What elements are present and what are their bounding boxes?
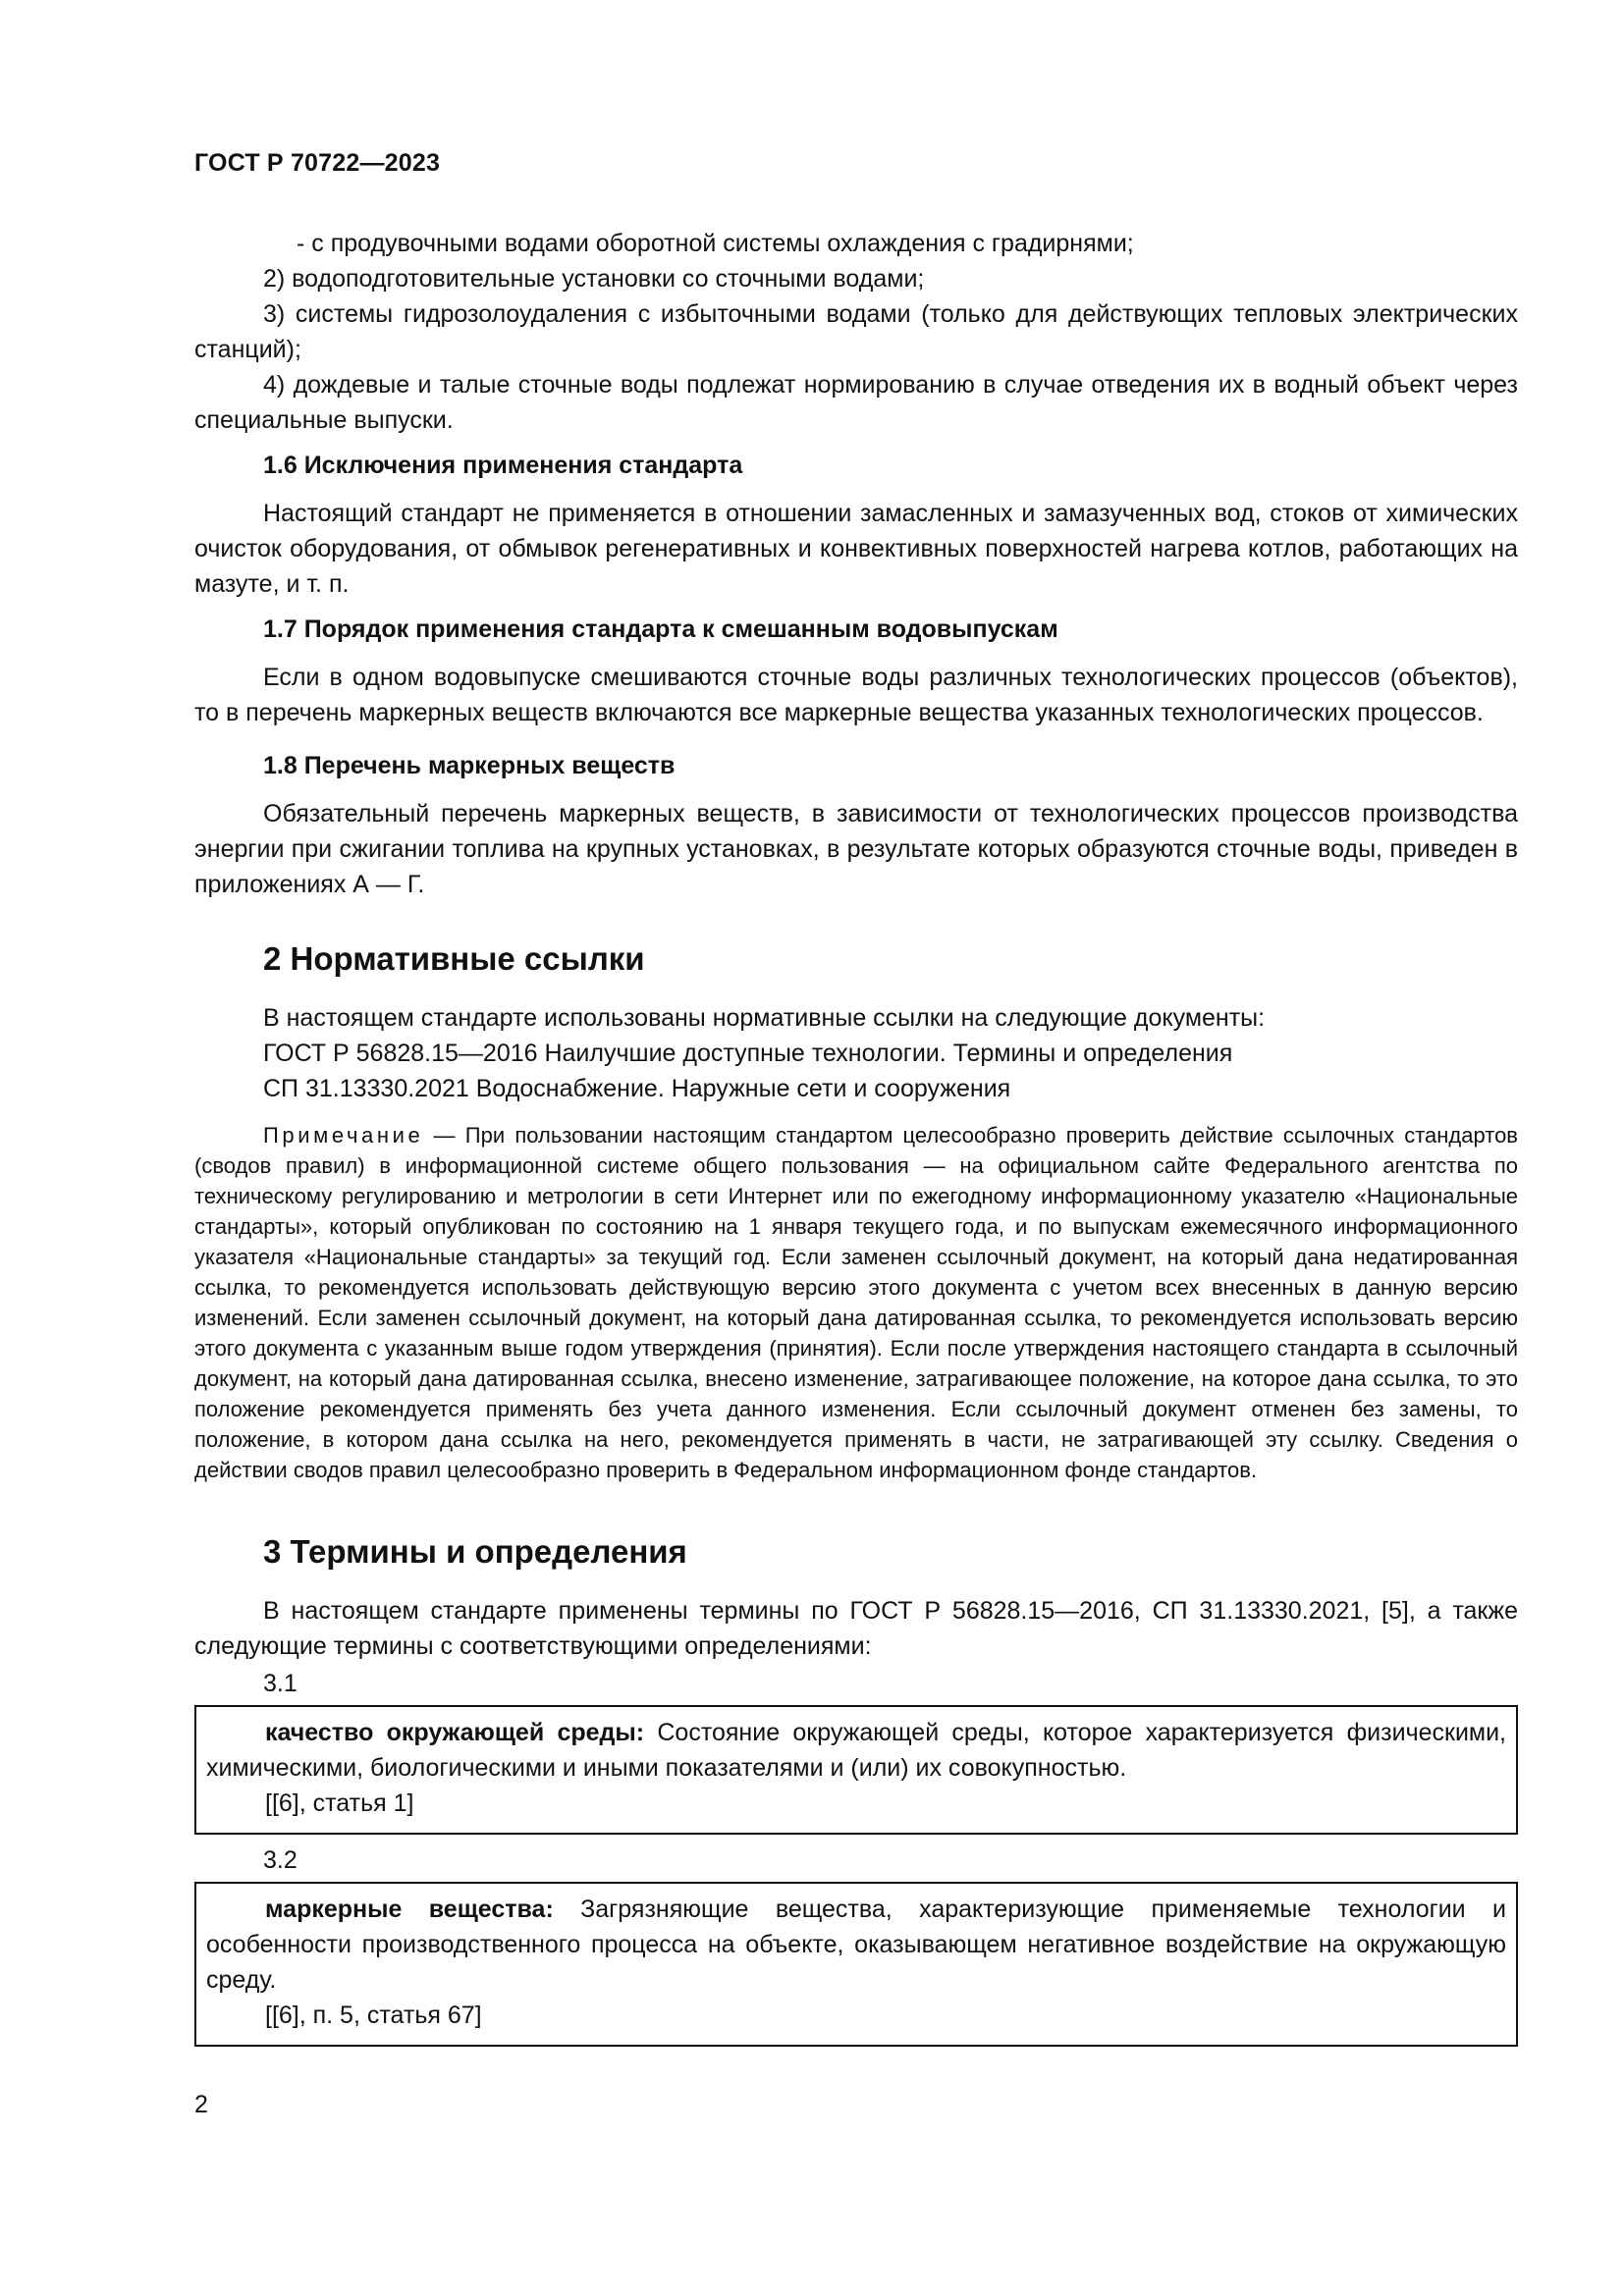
note-label: Примечание	[263, 1123, 424, 1148]
section-1-6-title: 1.6 Исключения применения стандарта	[263, 452, 743, 479]
page-number: 2	[194, 2091, 208, 2118]
page-content	[194, 226, 1518, 2055]
term-definition	[206, 1715, 1506, 1786]
section-1-8-title: 1.8 Перечень маркерных веществ	[263, 752, 676, 779]
note	[194, 1120, 1518, 1485]
term-definition	[206, 1892, 1506, 1998]
section-1-6-text: Настоящий стандарт не применяется в отношении замасленных и замазученных вод, стоков от химических очисток оборудования, от обмывок регенеративных и конвективных поверхностей нагрева котлов, работающих на мазуте, и т. п.	[194, 500, 1518, 598]
list-item: 4) дождевые и талые сточные воды подлежат нормированию в случае отведения их в водный объект через специальные выпуски.	[194, 371, 1518, 434]
reference-item: СП 31.13330.2021 Водоснабжение. Наружные сети и сооружения	[263, 1075, 1011, 1102]
term-number: 3.1	[263, 1670, 298, 1697]
term-source: [[6], п. 5, статья 67]	[265, 2002, 482, 2029]
list-item: 2) водоподготовительные установки со сточными водами;	[263, 265, 925, 293]
term-text: Состояние окружающей среды, которое характеризуется физическими, химическими, биологическими и иными показателями и (или) их совокупностью.	[206, 1719, 1507, 1782]
section-3-title: 3 Термины и определения	[263, 1533, 687, 1570]
section-1-7-title: 1.7 Порядок применения стандарта к смешанным водовыпускам	[263, 615, 1058, 643]
note-text: — При пользовании настоящим стандартом целесообразно проверить действие ссылочных стандартов (сводов правил) в информационной системе общего пользования — на официальном сайте Федерального агентства по техническому регулированию и метрологии в сети Интернет или по ежегодному информационному указателю «Национальные стандарты», который опубликован по состоянию на 1 января текущего года, и по выпускам ежемесячного информационного указателя «Национальные стандарты» за текущий год. Если заменен ссылочный документ, на который дана недатированная ссылка, то рекомендуется использовать действующую версию этого документа с учетом всех внесенных в данную версию изменений. Если заменен ссылочный документ, на который дана датированная ссылка, то рекомендуется использовать версию этого документа с указанным выше годом утверждения (принятия). Если после утверждения настоящего стандарта в ссылочный документ, на который дана датированная ссылка, внесено изменение, затрагивающее положение, на которое дана ссылка, то это положение рекомендуется применять без учета данного изменения. Если ссылочный документ отменен без замены, то положение, в котором дана ссылка на него, рекомендуется применять в части, не затрагивающей эту ссылку. Сведения о действии сводов правил целесообразно проверить в Федеральном информационном фонде стандартов.	[194, 1123, 1518, 1482]
term-name: маркерные вещества:	[265, 1896, 554, 1923]
section-1-8-text: Обязательный перечень маркерных веществ, в зависимости от технологических процессов производства энергии при сжигании топлива на крупных установках, в результате которых образуются сточные воды, приведен в приложениях А — Г.	[194, 800, 1518, 898]
term-box	[194, 1705, 1518, 1835]
term-number: 3.2	[263, 1846, 298, 1874]
document-code: ГОСТ Р 70722—2023	[194, 149, 441, 177]
section-2-title: 2 Нормативные ссылки	[263, 940, 645, 977]
reference-intro: В настоящем стандарте использованы нормативные ссылки на следующие документы:	[263, 1004, 1266, 1032]
reference-item: ГОСТ Р 56828.15—2016 Наилучшие доступные технологии. Термины и определения	[263, 1040, 1233, 1067]
term-box	[194, 1882, 1518, 2047]
term-text: Загрязняющие вещества, характеризующие применяемые технологии и особенности производственного процесса на объекте, оказывающем негативное воздействие на окружающую среду.	[206, 1896, 1506, 1994]
term-source: [[6], статья 1]	[265, 1789, 414, 1817]
list-item: - с продувочными водами оборотной системы охлаждения с градирнями;	[297, 230, 1134, 257]
list-item: 3) системы гидрозолоудаления с избыточными водами (только для действующих тепловых электрических станций);	[194, 300, 1518, 363]
term-name: качество окружающей среды:	[265, 1719, 645, 1746]
section-3-intro: В настоящем стандарте применены термины по ГОСТ Р 56828.15—2016, СП 31.13330.2021, [5], а также следующие термины с соответствующими определениями:	[194, 1597, 1518, 1660]
section-1-7-text: Если в одном водовыпуске смешиваются сточные воды различных технологических процессов (объектов), то в перечень маркерных веществ включаются все маркерные вещества указанных технологических процессов.	[194, 664, 1518, 726]
